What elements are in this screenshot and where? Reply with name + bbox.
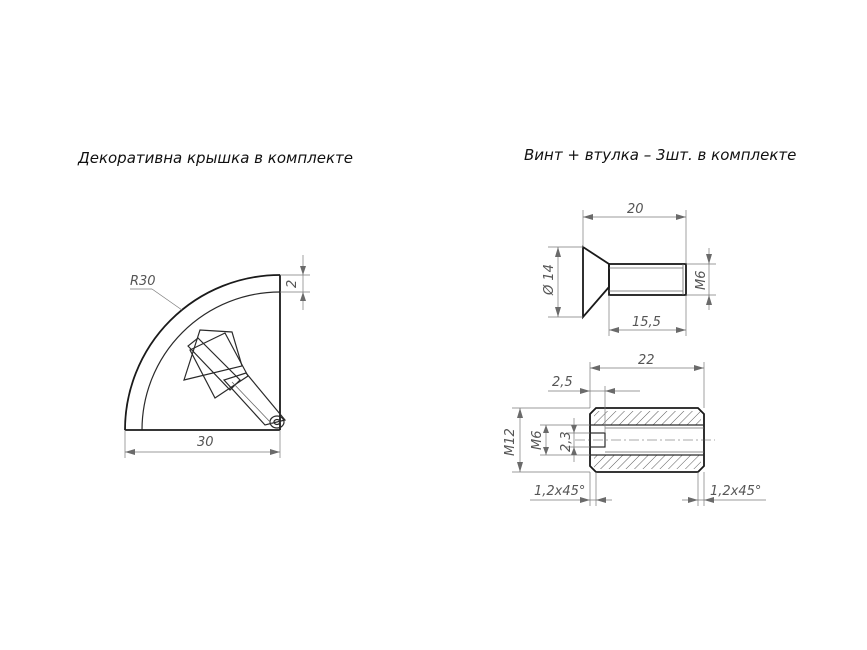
screw-view bbox=[542, 202, 716, 336]
sleeve-wall-bottom bbox=[594, 455, 701, 469]
slot-width-label: 2,3 bbox=[559, 431, 574, 452]
screw-shank bbox=[609, 264, 686, 295]
screw-length-label: 20 bbox=[627, 202, 644, 217]
slot-depth-label: 2,5 bbox=[552, 375, 573, 390]
chamfer-left-label: 1,2x45° bbox=[534, 484, 586, 499]
sleeve-length-label: 22 bbox=[638, 353, 655, 368]
cover-width-label: 30 bbox=[197, 435, 214, 450]
inner-thread-label: M6 bbox=[530, 430, 545, 450]
radius-label: R30 bbox=[130, 274, 156, 289]
cover-inner-arc bbox=[142, 292, 280, 430]
sleeve-wall-top bbox=[594, 411, 701, 425]
screw-head bbox=[583, 247, 609, 317]
outer-thread-label: M12 bbox=[503, 428, 518, 456]
cover-view bbox=[125, 255, 310, 458]
thickness-label: 2 bbox=[285, 279, 300, 288]
sleeve-view bbox=[503, 353, 766, 506]
cover-screw bbox=[184, 330, 285, 428]
chamfer-right-label: 1,2x45° bbox=[710, 484, 762, 499]
head-diameter-label: Ø 14 bbox=[542, 264, 557, 295]
left-title: Декоративна крышка в комплекте bbox=[78, 149, 353, 167]
thread-length-label: 15,5 bbox=[632, 315, 661, 330]
radius-leader bbox=[152, 289, 182, 310]
screw-thread-label: M6 bbox=[694, 270, 709, 290]
right-title: Винт + втулка – 3шт. в комплекте bbox=[524, 146, 797, 164]
cover-outer-arc bbox=[125, 275, 280, 430]
